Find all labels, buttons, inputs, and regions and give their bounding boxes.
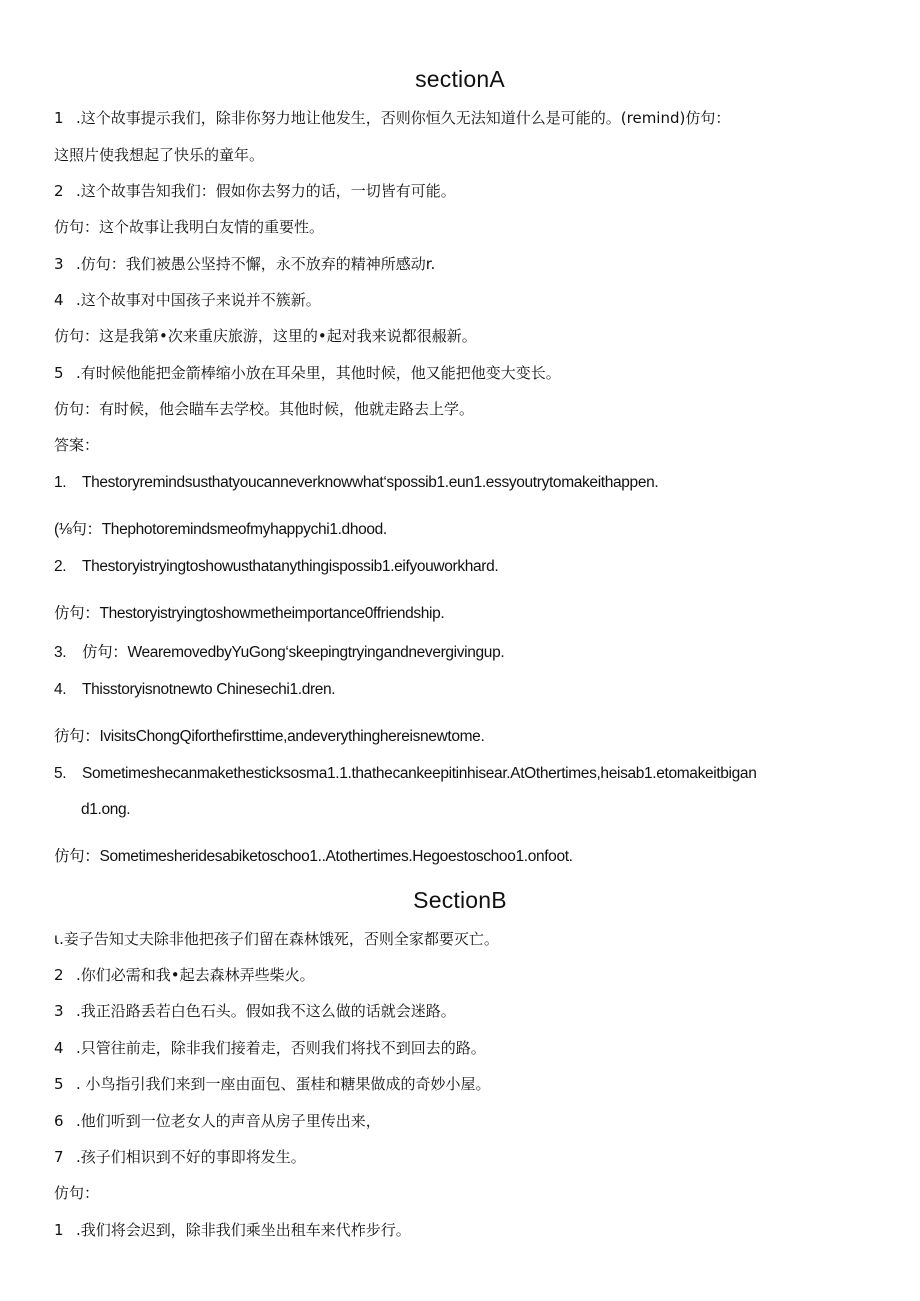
answer-line [54,556,904,578]
line-number: 1 [54,109,64,127]
line-text: 这照片使我想起了快乐的童年。 [54,146,265,164]
line-text: .我正沿路丢若白色石头。假如我不这么做的话就会迷路。 [76,1002,456,1020]
section-b-title: SectionB [413,887,507,913]
sentence-line [54,1073,904,1095]
line-number: 1. [54,474,67,491]
line-number: 2 [54,966,64,984]
line-text: .你们必需和我•起去森林弄些柴火。 [76,966,315,984]
answer-line [54,846,904,868]
line-number: 1 [54,1221,64,1239]
line-text: .这个故事告知我们：假如你去努力的话，一切皆有可能。 [76,182,456,200]
line-text: 仿句：Thestoryistryingtoshowmetheimportance0ffriendship. [54,605,445,622]
line-text: .只管往前走，除非我们接着走，否则我们将找不到回去的路。 [76,1039,486,1057]
sentence-line [54,362,904,384]
line-text: . 小鸟指引我们来到一座由面包、蛋桂和糖果做成的奇妙小屋。 [76,1075,491,1093]
sentence-line [54,1182,904,1204]
line-number: 2. [54,558,67,575]
line-number: 3 [54,1002,64,1020]
sentence-line [54,107,904,129]
answer-line-continuation [81,799,920,821]
line-text: ι.妾子告知丈夫除非他把孩子们留在森林饿死，否则全家都要灭亡。 [54,930,499,948]
line-text: .孩子们相识到不好的事即将发生。 [76,1148,306,1166]
line-number: 4. [54,681,67,698]
line-number: 5 [54,364,64,382]
line-text: 仿句：Sometimesheridesabiketoschoo1..Atothertimes.Hegoestoschoo1.onfoot. [54,848,573,865]
sentence-line [54,398,904,420]
line-text: Thestoryistryingtoshowusthatanythingispossib1.eifyouworkhard. [82,558,499,575]
line-text: 仿句：有时候，他会瞄车去学校。其他时候，他就走路去上学。 [54,400,475,418]
sentence-line [54,1000,904,1022]
line-text: Thestoryremindsusthatyoucanneverknowwhat‘spossib1.eun1.essyoutrytomakeithappen. [82,474,659,491]
line-text: 仿句：WearemovedbyYuGong‘skeepingtryingandnevergivingup. [82,644,505,661]
sentence-line [54,1146,904,1168]
line-text: 仿句：这是我第•次来重庆旅游，这里的•起对我来说都很赧新。 [54,327,477,345]
answer-line [54,519,904,541]
line-text: d1.ong. [81,801,131,818]
line-text: 彷句：IvisitsChongQiforthefirsttime,andeverythinghereisnewtome. [54,728,485,745]
sentence-line [54,253,904,275]
sentence-line [54,928,904,950]
answer-line [54,726,904,748]
answer-line [54,679,904,701]
line-number: 5. [54,765,67,782]
line-text: .有时候他能把金箭棒缩小放在耳朵里，其他时候，他又能把他变大变长。 [76,364,561,382]
answer-line [54,763,904,785]
line-number: 6 [54,1112,64,1130]
line-text: 答案： [54,436,100,454]
sentence-line [54,144,904,166]
line-text: Thisstoryisnotnewto Chinesechi1.dren. [82,681,336,698]
line-text: Sometimeshecanmakethesticksosma1.1.thathecankeepitinhisear.AtOthertimes,heisab1.etomakeitbigan [82,765,757,782]
sentence-line [54,180,904,202]
line-text: 仿句：这个故事让我明白友情的重要性。 [54,218,325,236]
line-number: 2 [54,182,64,200]
line-text: .我们将会迟到，除非我们乘坐出租车来代柞步行。 [76,1221,411,1239]
line-number: 3. [54,644,67,661]
line-text: .他们听到一位老女人的声音从房子里传出来， [76,1112,381,1130]
answer-line [54,642,904,664]
line-text: .这个故事提示我们，除非你努力地让他发生，否则你恒久无法知道什么是可能的。(remind)仿句： [76,109,731,127]
line-number: 7 [54,1148,64,1166]
sentence-line [54,325,904,347]
sentence-line [54,289,904,311]
answers-label [54,434,904,456]
line-number: 4 [54,291,64,309]
sentence-line [54,964,904,986]
sentence-line [54,1219,904,1241]
sentence-line [54,216,904,238]
answer-line [54,472,904,494]
sentence-line [54,1037,904,1059]
line-text: 仿句： [54,1184,100,1202]
line-number: 3 [54,255,64,273]
line-text: (⅛句：Thephotoremindsmeofmyhappychi1.dhood. [54,521,387,538]
line-text: .仿句：我们被愚公坚持不懈，永不放弃的精神所感动r. [76,255,436,273]
answer-line [54,603,904,625]
line-text: .这个故事对中国孩子来说并不簇新。 [76,291,321,309]
sentence-line [54,1110,904,1132]
section-a-title: sectionA [415,66,505,92]
line-number: 5 [54,1075,64,1093]
line-number: 4 [54,1039,64,1057]
